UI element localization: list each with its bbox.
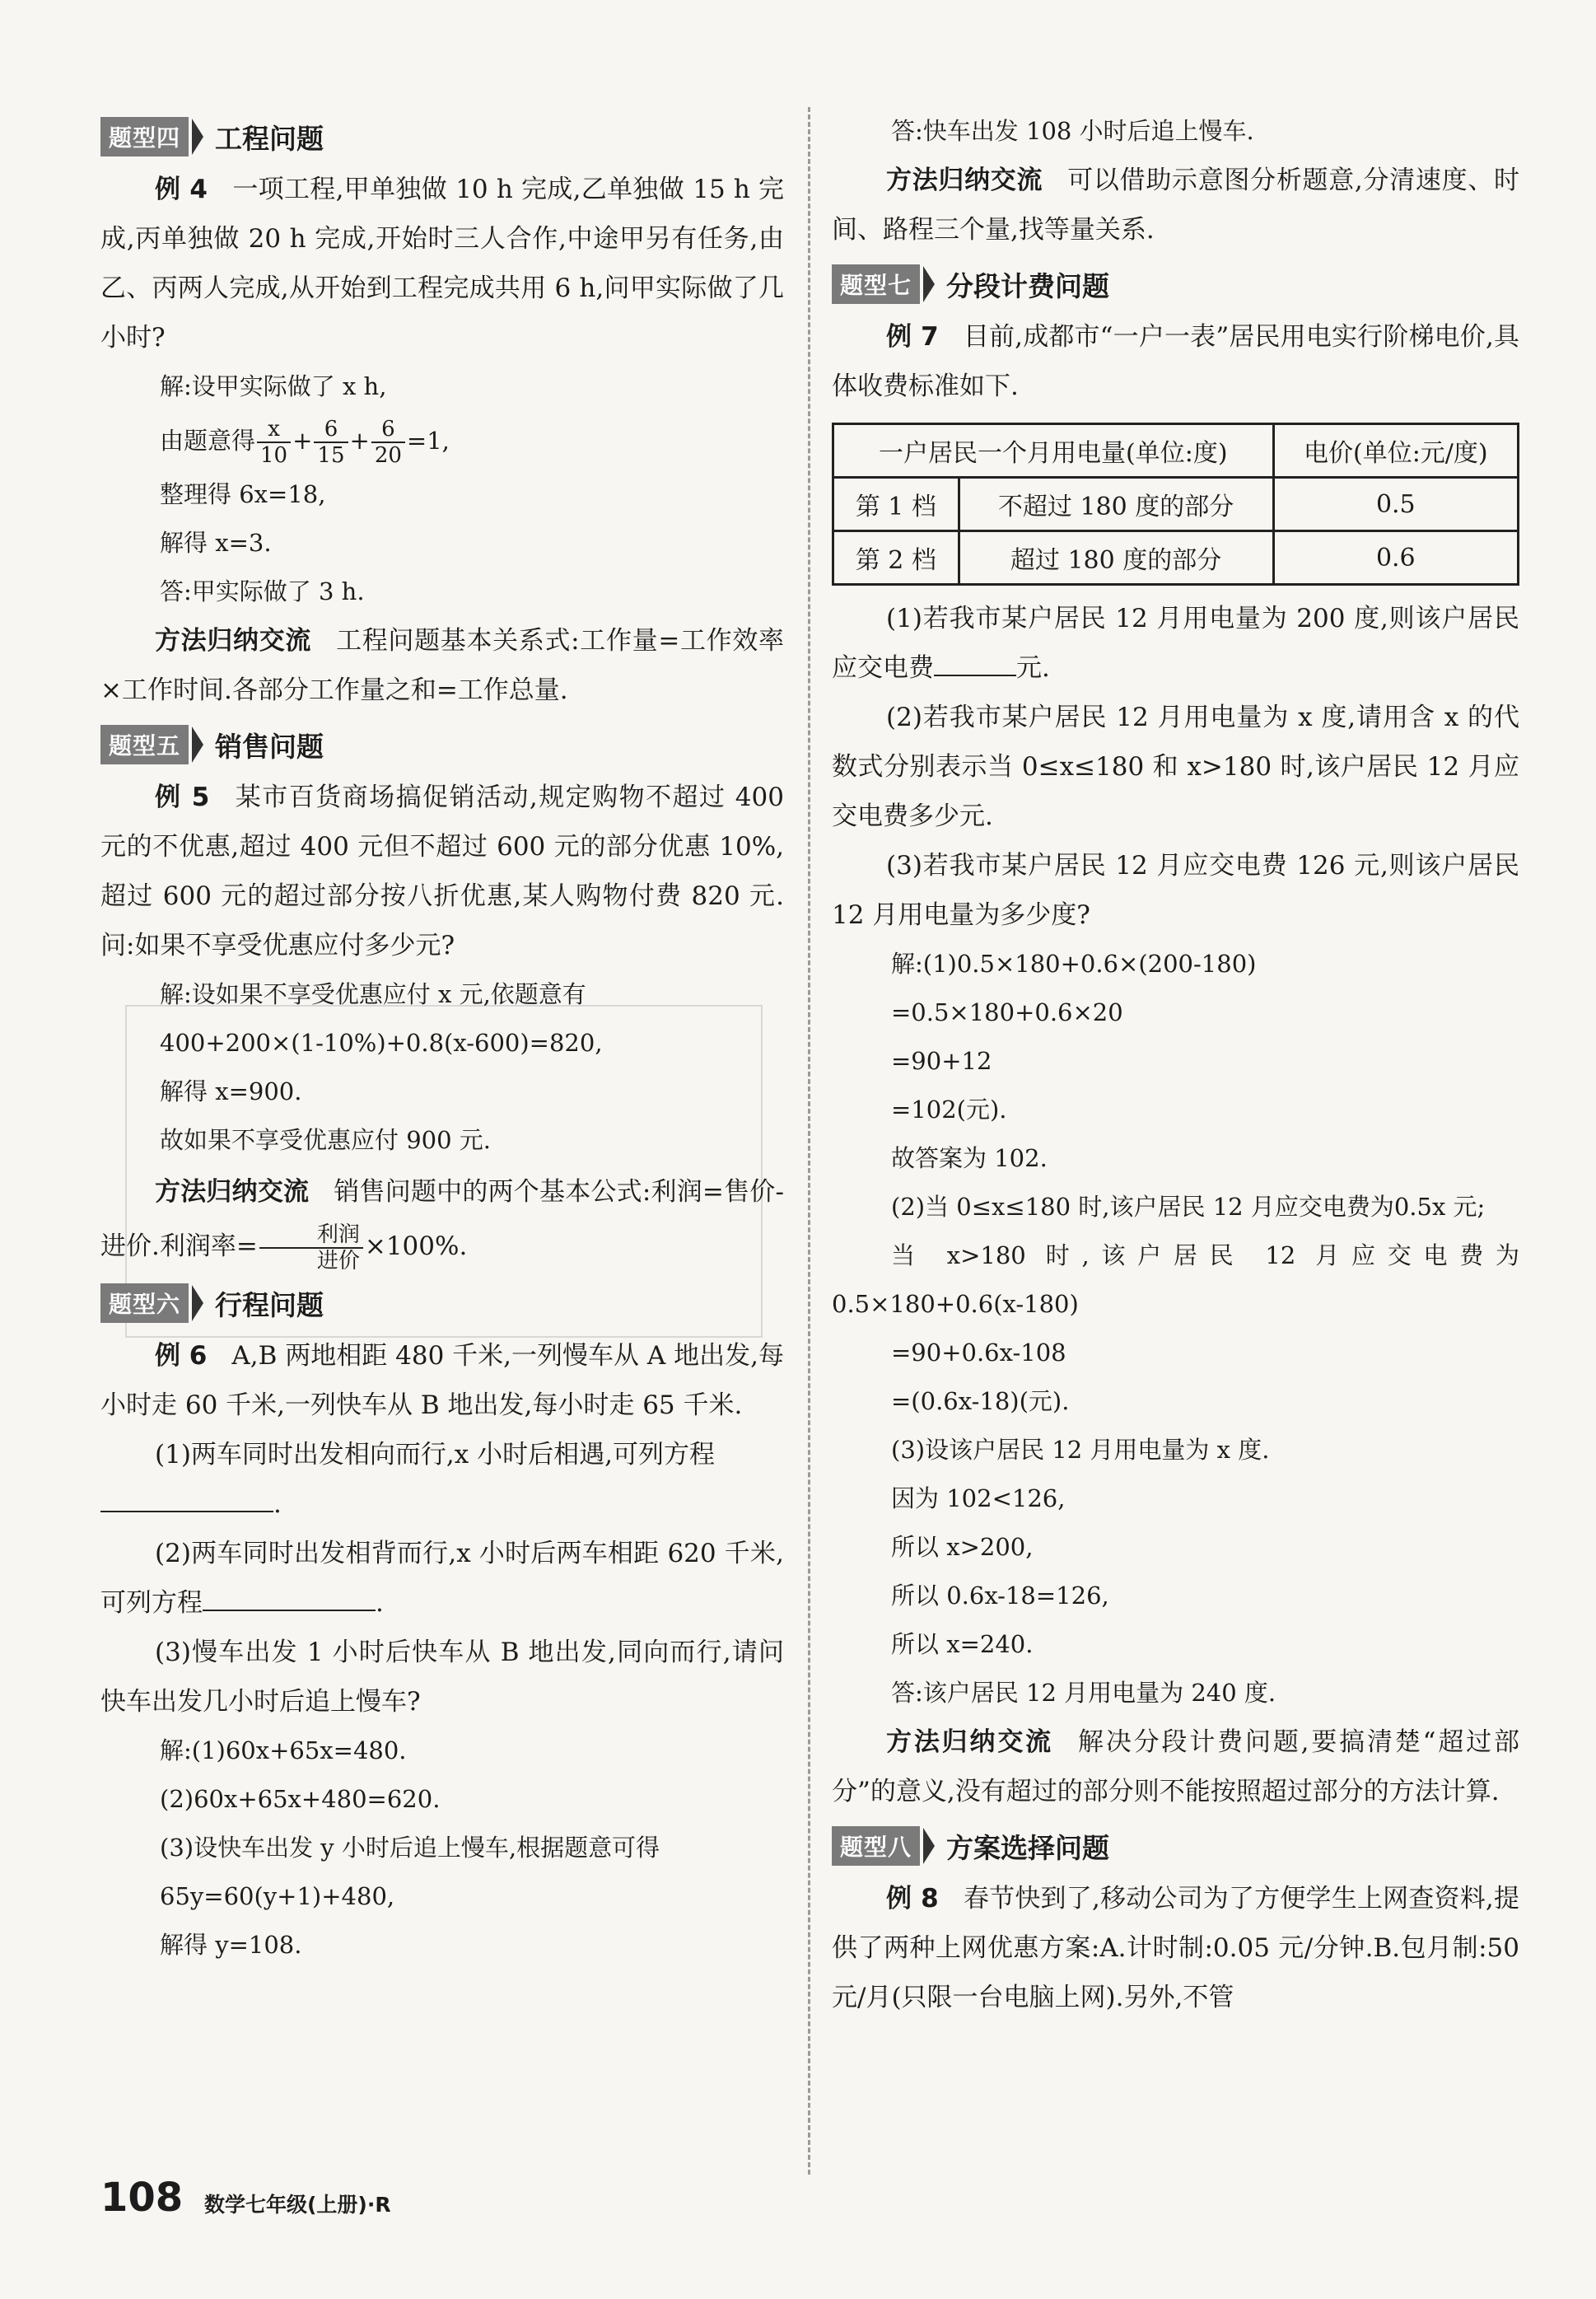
- fraction: $\frac{x}{10}$: [257, 417, 291, 468]
- solution-line: (3)设该户居民 12 月用电量为 x 度.: [891, 1436, 1270, 1464]
- section-header-4: [100, 112, 784, 161]
- solution-line: =90+12: [891, 1047, 992, 1075]
- table-cell: 超过 180 度的部分: [959, 531, 1273, 585]
- answer-blank: [100, 1483, 273, 1512]
- arrow-icon: [192, 727, 203, 763]
- solution-line: 解得 x=3.: [160, 529, 272, 557]
- section-title: 方案选择问题: [946, 1831, 1110, 1864]
- fraction: $\frac{\text{利润}}{\text{进价}}$: [259, 1222, 363, 1273]
- solution-line: 所以 x>200,: [891, 1533, 1034, 1561]
- arrow-icon: [923, 1828, 935, 1864]
- question-2: (2)两车同时出发相背而行,x 小时后两车相距 620 千米,可列方程 .: [100, 1539, 784, 1618]
- section-title: 销售问题: [215, 730, 324, 763]
- arrow-icon: [192, 1285, 203, 1321]
- method-summary-6: 方法归纳交流 可以借助示意图分析题意,分清速度、时间、路程三个量,找等量关系.: [832, 166, 1520, 245]
- answer-blank: [934, 647, 1016, 676]
- page-number: 108: [100, 2175, 184, 2221]
- table-header-cell: 一户居民一个月用电量(单位:度): [833, 424, 1274, 478]
- arrow-icon: [192, 119, 203, 155]
- solution-line: 因为 102<126,: [891, 1484, 1066, 1512]
- table-cell: 0.6: [1273, 531, 1518, 585]
- price-table: [832, 423, 1519, 586]
- section-title: 行程问题: [215, 1288, 324, 1321]
- solution-line: 解:(1)0.5×180+0.6×(200-180): [891, 950, 1257, 978]
- solution-line: 答:该户居民 12 月用电量为 240 度.: [891, 1679, 1276, 1707]
- solution-line: 答:甲实际做了 3 h.: [160, 577, 365, 605]
- solution-line: 解:设甲实际做了 x h,: [160, 372, 387, 400]
- right-column: [832, 107, 1519, 2022]
- method-label: 方法归纳交流: [155, 1177, 310, 1207]
- table-cell: 0.5: [1273, 478, 1518, 531]
- section-tag: 题型四: [100, 117, 189, 157]
- solution-line: (3)设快车出发 y 小时后追上慢车,根据题意可得: [160, 1834, 660, 1862]
- table-row: [833, 478, 1519, 531]
- table-header-cell: 电价(单位:元/度): [1273, 424, 1518, 478]
- question-3: (3)慢车出发 1 小时后快车从 B 地出发,同向而行,请问快车出发几小时后追上慢车?: [100, 1638, 784, 1717]
- section-tag: 题型八: [832, 1826, 920, 1866]
- solution-line: 整理得 6x=18,: [160, 480, 326, 508]
- solution-line: 400+200×(1-10%)+0.8(x-600)=820,: [160, 1029, 603, 1057]
- section-tag: 题型五: [100, 725, 189, 764]
- solution-line: 解:设如果不享受优惠应付 x 元,依题意有: [160, 980, 586, 1008]
- section-header-6: [100, 1278, 784, 1328]
- method-summary-7: 方法归纳交流 解决分段计费问题,要搞清楚“超过部分”的意义,没有超过的部分则不能按照超过部分的方法计算.: [832, 1727, 1520, 1806]
- question-3: (3)若我市某户居民 12 月应交电费 126 元,则该户居民 12 月用电量为多少度?: [832, 851, 1519, 930]
- section-title: 分段计费问题: [946, 269, 1110, 302]
- equation-line: 由题意得 $\frac{x}{10}$ + $\frac{6}{15}$ + $\frac{6}{20}$ =1,: [160, 417, 450, 468]
- arrow-icon: [923, 266, 935, 302]
- method-summary-4: 方法归纳交流 工程问题基本关系式:工作量=工作效率×工作时间.各部分工作量之和=工作总量.: [100, 626, 785, 705]
- table-header-row: [833, 424, 1519, 478]
- solution-line: 所以 0.6x-18=126,: [891, 1582, 1109, 1610]
- section-header-5: [100, 720, 784, 769]
- solution-line: =102(元).: [891, 1096, 1007, 1124]
- section-tag: 题型七: [832, 264, 920, 304]
- example-label: 例 6: [155, 1341, 208, 1371]
- solution-line: (2)60x+65x+480=620.: [160, 1785, 441, 1813]
- solution-line: 所以 x=240.: [891, 1630, 1034, 1658]
- solution-line: 解得 y=108.: [160, 1931, 302, 1959]
- example-label: 例 5: [155, 783, 210, 812]
- book-title: 数学七年级(上册)·R: [204, 2193, 391, 2217]
- answer-blank: [203, 1582, 376, 1611]
- solution-line: 65y=60(y+1)+480,: [160, 1882, 395, 1910]
- example-7: 例 7 目前,成都市“一户一表”居民用电实行阶梯电价,具体收费标准如下.: [832, 322, 1519, 401]
- table-cell: 第 2 档: [833, 531, 959, 585]
- example-4: 例 4 一项工程,甲单独做 10 h 完成,乙单独做 15 h 完成,丙单独做 20 h 完成,开始时三人合作,中途甲另有任务,由乙、丙两人完成,从开始到工程完成共用 6 h,问甲实际做了几小时?: [100, 175, 784, 353]
- solution-line: 故如果不享受优惠应付 900 元.: [160, 1126, 492, 1154]
- example-5: 例 5 某市百货商场搞促销活动,规定购物不超过 400 元的不优惠,超过 400 元但不超过 600 元的部分优惠 10%,超过 600 元的超过部分按八折优惠,某人购物付费 820 元.问:如果不享受优惠应付多少元?: [100, 783, 784, 960]
- question-1: (1)若我市某户居民 12 月用电量为 200 度,则该户居民应交电费 元.: [832, 604, 1519, 683]
- solution-line: 解得 x=900.: [160, 1077, 302, 1105]
- method-summary-5: 方法归纳交流 销售问题中的两个基本公式:利润=售价-进价.利润率= $\frac{\text{利润}}{\text{进价}}$ ×100%.: [100, 1177, 784, 1273]
- section-title: 工程问题: [215, 122, 324, 155]
- fraction: $\frac{6}{15}$: [314, 417, 348, 468]
- example-6: 例 6 A,B 两地相距 480 千米,一列慢车从 A 地出发,每小时走 60 千米,一列快车从 B 地出发,每小时走 65 千米.: [100, 1341, 784, 1420]
- example-label: 例 4: [155, 175, 208, 204]
- section-header-7: [832, 259, 1519, 309]
- example-label: 例 7: [886, 322, 939, 352]
- left-column: [100, 107, 784, 1970]
- column-divider: [808, 107, 810, 2175]
- section-tag: 题型六: [100, 1283, 189, 1323]
- solution-line: 当 x>180 时,该户居民 12 月应交电费为 0.5×180+0.6(x-180): [832, 1241, 1519, 1318]
- question-2: (2)若我市某户居民 12 月用电量为 x 度,请用含 x 的代数式分别表示当 0≤x≤180 和 x>180 时,该户居民 12 月应交电费多少元.: [832, 703, 1519, 831]
- fraction: $\frac{6}{20}$: [371, 417, 405, 468]
- solution-line: 解:(1)60x+65x=480.: [160, 1736, 407, 1764]
- method-label: 方法归纳交流: [886, 1727, 1053, 1757]
- table-row: [833, 531, 1519, 585]
- method-label: 方法归纳交流: [155, 626, 312, 656]
- question-1: (1)两车同时出发相向而行,x 小时后相遇,可列方程 .: [100, 1430, 784, 1529]
- solution-line: 故答案为 102.: [891, 1144, 1048, 1172]
- answer-line: 答:快车出发 108 小时后追上慢车.: [891, 117, 1254, 145]
- example-label: 例 8: [886, 1884, 939, 1913]
- solution-line: =(0.6x-18)(元).: [891, 1387, 1070, 1415]
- example-8: 例 8 春节快到了,移动公司为了方便学生上网查资料,提供了两种上网优惠方案:A.计时制:0.05 元/分钟.B.包月制:50 元/月(只限一台电脑上网).另外,不管: [832, 1884, 1519, 2012]
- solution-line: (2)当 0≤x≤180 时,该户居民 12 月应交电费为0.5x 元;: [891, 1193, 1486, 1221]
- section-header-8: [832, 1821, 1519, 1871]
- method-label: 方法归纳交流: [886, 166, 1043, 195]
- solution-line: =90+0.6x-108: [891, 1339, 1066, 1367]
- table-cell: 不超过 180 度的部分: [959, 478, 1273, 531]
- table-cell: 第 1 档: [833, 478, 959, 531]
- solution-line: =0.5×180+0.6×20: [891, 998, 1123, 1026]
